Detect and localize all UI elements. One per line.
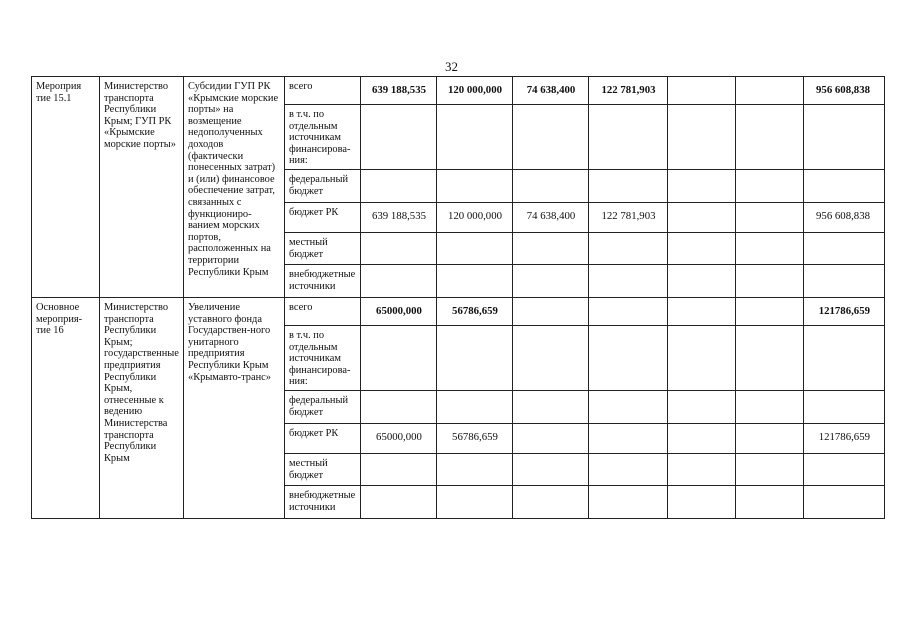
amount-cell	[361, 264, 437, 297]
amount-cell: 639 188,535	[361, 77, 437, 105]
total-value-cell	[804, 232, 885, 264]
funding-source-label: внебюджетные источники	[285, 264, 361, 297]
amount-cell	[589, 390, 668, 423]
table-row	[32, 77, 885, 105]
funding-source-label: в т.ч. по отдельным источникам финансирова-ния:	[285, 325, 361, 390]
funding-source-label: всего	[285, 297, 361, 325]
amount-cell	[513, 453, 589, 485]
total-value-cell	[804, 390, 885, 423]
amount-cell	[589, 169, 668, 202]
amount-cell	[668, 77, 736, 105]
amount-cell	[513, 325, 589, 390]
amount-cell	[513, 264, 589, 297]
amount-cell: 639 188,535	[361, 202, 437, 232]
amount-cell: 120 000,000	[437, 77, 513, 105]
amount-cell	[437, 232, 513, 264]
amount-cell	[437, 485, 513, 518]
amount-cell	[668, 169, 736, 202]
amount-cell	[361, 453, 437, 485]
funding-source-label: местный бюджет	[285, 232, 361, 264]
total-value-cell: 121786,659	[804, 297, 885, 325]
executor-cell: Министерство транспорта Республики Крым; государственные предприятия Республики Крым, отнесенные к ведению Министерства транспорта Республики Крым	[100, 297, 184, 518]
amount-cell: 65000,000	[361, 423, 437, 453]
funding-source-label: бюджет РК	[285, 423, 361, 453]
amount-cell: 56786,659	[437, 297, 513, 325]
amount-cell	[361, 390, 437, 423]
budget-table	[31, 76, 885, 519]
amount-cell	[668, 423, 736, 453]
amount-cell	[513, 105, 589, 170]
amount-cell	[668, 202, 736, 232]
amount-cell	[736, 297, 804, 325]
amount-cell	[589, 297, 668, 325]
amount-cell	[668, 485, 736, 518]
amount-cell	[589, 453, 668, 485]
amount-cell: 74 638,400	[513, 202, 589, 232]
page-number: 32	[445, 59, 458, 74]
amount-cell	[736, 423, 804, 453]
amount-cell	[736, 169, 804, 202]
amount-cell	[513, 423, 589, 453]
amount-cell	[437, 105, 513, 170]
description-cell: Увеличение уставного фонда Государствен-ного унитарного предприятия Республики Крым «Крымавто-транс»	[184, 297, 285, 518]
amount-cell	[437, 169, 513, 202]
amount-cell	[668, 264, 736, 297]
amount-cell	[589, 105, 668, 170]
amount-cell	[437, 390, 513, 423]
funding-source-label: внебюджетные источники	[285, 485, 361, 518]
amount-cell	[668, 297, 736, 325]
amount-cell	[361, 485, 437, 518]
amount-cell	[736, 453, 804, 485]
amount-cell	[736, 105, 804, 170]
amount-cell	[361, 325, 437, 390]
measure-cell: Мероприя тие 15.1	[32, 77, 100, 298]
table-row	[32, 297, 885, 325]
amount-cell: 65000,000	[361, 297, 437, 325]
amount-cell	[437, 453, 513, 485]
amount-cell: 122 781,903	[589, 202, 668, 232]
amount-cell	[589, 264, 668, 297]
amount-cell	[668, 232, 736, 264]
amount-cell	[437, 325, 513, 390]
amount-cell	[513, 232, 589, 264]
total-value-cell	[804, 485, 885, 518]
amount-cell	[668, 390, 736, 423]
measure-cell: Основное мероприя-тие 16	[32, 297, 100, 518]
total-value-cell: 121786,659	[804, 423, 885, 453]
amount-cell	[668, 453, 736, 485]
amount-cell	[668, 105, 736, 170]
total-value-cell	[804, 325, 885, 390]
amount-cell: 122 781,903	[589, 77, 668, 105]
funding-source-label: бюджет РК	[285, 202, 361, 232]
amount-cell	[736, 390, 804, 423]
total-value-cell: 956 608,838	[804, 77, 885, 105]
total-value-cell	[804, 169, 885, 202]
amount-cell	[589, 485, 668, 518]
total-value-cell	[804, 105, 885, 170]
amount-cell	[736, 202, 804, 232]
amount-cell: 74 638,400	[513, 77, 589, 105]
description-cell: Субсидии ГУП РК «Крымские морские порты» на возмещение недополученных доходов (фактически понесенных затрат) и (или) финансовое обеспечение затрат, связанных с функциониро-ванием морских портов, расположенных на территории Республики Крым	[184, 77, 285, 298]
total-value-cell	[804, 453, 885, 485]
amount-cell	[513, 485, 589, 518]
total-value-cell	[804, 264, 885, 297]
amount-cell	[513, 169, 589, 202]
amount-cell	[361, 232, 437, 264]
amount-cell	[589, 232, 668, 264]
amount-cell	[736, 325, 804, 390]
funding-source-label: федеральный бюджет	[285, 169, 361, 202]
amount-cell: 56786,659	[437, 423, 513, 453]
amount-cell	[361, 105, 437, 170]
amount-cell	[589, 423, 668, 453]
amount-cell	[513, 390, 589, 423]
amount-cell	[513, 297, 589, 325]
total-value-cell: 956 608,838	[804, 202, 885, 232]
amount-cell	[736, 264, 804, 297]
amount-cell	[668, 325, 736, 390]
funding-source-label: федеральный бюджет	[285, 390, 361, 423]
funding-source-label: всего	[285, 77, 361, 105]
amount-cell	[589, 325, 668, 390]
funding-source-label: в т.ч. по отдельным источникам финансирова-ния:	[285, 105, 361, 170]
executor-cell: Министерство транспорта Республики Крым; ГУП РК «Крымские морские порты»	[100, 77, 184, 298]
amount-cell	[736, 232, 804, 264]
amount-cell	[736, 77, 804, 105]
amount-cell	[437, 264, 513, 297]
amount-cell	[736, 485, 804, 518]
amount-cell: 120 000,000	[437, 202, 513, 232]
funding-source-label: местный бюджет	[285, 453, 361, 485]
amount-cell	[361, 169, 437, 202]
